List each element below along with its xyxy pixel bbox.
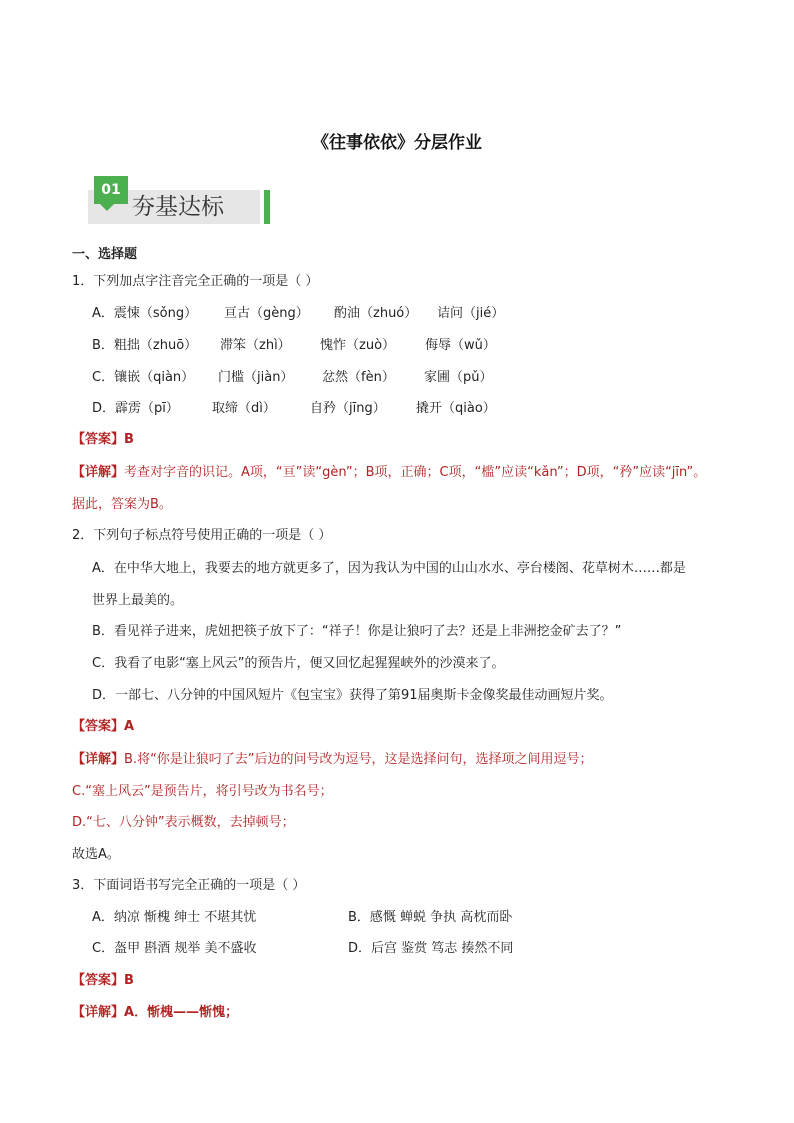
explanation-label: 【详解】: [72, 465, 125, 480]
q3-stem: 3．下面词语书写完全正确的一项是（ ）: [72, 878, 306, 893]
q1-option-c-1: C．镶嵌（qiàn）: [92, 370, 195, 385]
q3-explanation: [72, 1004, 238, 1022]
q1-option-a-1: A．震悚（sǒng）: [92, 306, 198, 321]
document-title: 《往事依依》分层作业: [312, 133, 482, 153]
q1-option-d-1: D．霹雳（pī）: [92, 401, 179, 416]
q1-stem: 1．下列加点字注音完全正确的一项是（ ）: [72, 274, 319, 289]
q3-option-a: A．纳凉 惭槐 绅士 不堪其忧: [92, 910, 257, 925]
q1-explanation-conclusion: 据此，答案为B。: [72, 497, 172, 512]
q1-explanation: [72, 464, 706, 482]
q1-option-d-4: 撬开（qiào）: [416, 401, 496, 416]
answer-label: 【答案】: [72, 973, 125, 988]
q2-answer: [72, 718, 134, 736]
q2-option-c: C．我看了电影“塞上风云”的预告片，便又回忆起猩猩峡外的沙漠来了。: [92, 656, 505, 671]
q2-explanation-line-2: C.“塞上风云”是预告片，将引号改为书名号；: [72, 784, 333, 799]
q3-option-d: D．后宫 鉴赏 笃志 揍然不同: [348, 941, 514, 956]
q2-explanation: [72, 751, 593, 769]
badge-label: 夯基达标: [132, 194, 224, 220]
q2-option-a: A．在中华大地上，我要去的地方就更多了，因为我认为中国的山山水水、亭台楼阁、花草树木……都是: [92, 561, 686, 576]
section-heading: 一、选择题: [72, 247, 138, 262]
q2-option-d: D．一部七、八分钟的中国风短片《包宝宝》获得了第91届奥斯卡金像奖最佳动画短片奖。: [92, 688, 613, 703]
q2-explanation-line-3: D.“七、八分钟”表示概数，去掉顿号；: [72, 815, 295, 830]
q2-explanation-conclusion: 故选A。: [72, 847, 120, 862]
badge-number: 01: [94, 176, 128, 204]
q2-option-a-continued: 世界上最美的。: [92, 593, 184, 608]
q3-option-c: C．盔甲 斟酒 规举 美不盛收: [92, 941, 257, 956]
q1-answer: [72, 431, 134, 449]
explanation-label: 【详解】: [72, 1005, 125, 1020]
explanation-text: A．惭槐——惭愧；: [124, 1005, 239, 1020]
q1-option-b-1: B．粗拙（zhuō）: [92, 338, 198, 353]
explanation-text: 考查对字音的识记。A项，“亘”读“gèn”；B项，正确；C项，“槛”应读“kǎn”；D项，“矜”应读“jīn”。: [124, 465, 707, 480]
badge-accent-bar: [264, 190, 270, 224]
explanation-text: B.将“你是让狼叼了去”后边的问号改为逗号，这是选择问句，选择项之间用逗号；: [124, 752, 593, 767]
answer-label: 【答案】: [72, 719, 125, 734]
q1-option-c-4: 家圃（pǔ）: [424, 370, 493, 385]
q1-option-a-2: 亘古（gèng）: [224, 306, 309, 321]
q1-option-c-3: 忿然（fèn）: [322, 370, 395, 385]
q3-option-b: B．感慨 蝉蜕 争执 高枕而卧: [348, 910, 513, 925]
answer-value: B: [124, 432, 134, 447]
answer-value: B: [124, 973, 134, 988]
q2-option-b: B．看见祥子进来，虎妞把筷子放下了：“祥子！你是让狼叼了去？还是上非洲挖金矿去了？”: [92, 624, 622, 639]
q1-option-b-3: 愧怍（zuò）: [320, 338, 396, 353]
answer-label: 【答案】: [72, 432, 125, 447]
answer-value: A: [124, 719, 135, 734]
q1-option-b-2: 滞笨（zhì）: [220, 338, 291, 353]
q1-option-c-2: 门槛（jiàn）: [218, 370, 294, 385]
q2-stem: 2．下列句子标点符号使用正确的一项是（ ）: [72, 528, 332, 543]
explanation-label: 【详解】: [72, 752, 125, 767]
q1-option-a-4: 诘问（jié）: [437, 306, 505, 321]
q3-answer: [72, 972, 134, 990]
q1-option-a-3: 酌油（zhuó）: [334, 306, 418, 321]
q1-option-b-4: 侮辱（wǔ）: [425, 338, 496, 353]
section-badge: [84, 174, 274, 226]
q1-option-d-3: 自矜（jīng）: [310, 401, 386, 416]
q1-option-d-2: 取缔（dì）: [212, 401, 276, 416]
badge-pointer: [100, 204, 114, 211]
